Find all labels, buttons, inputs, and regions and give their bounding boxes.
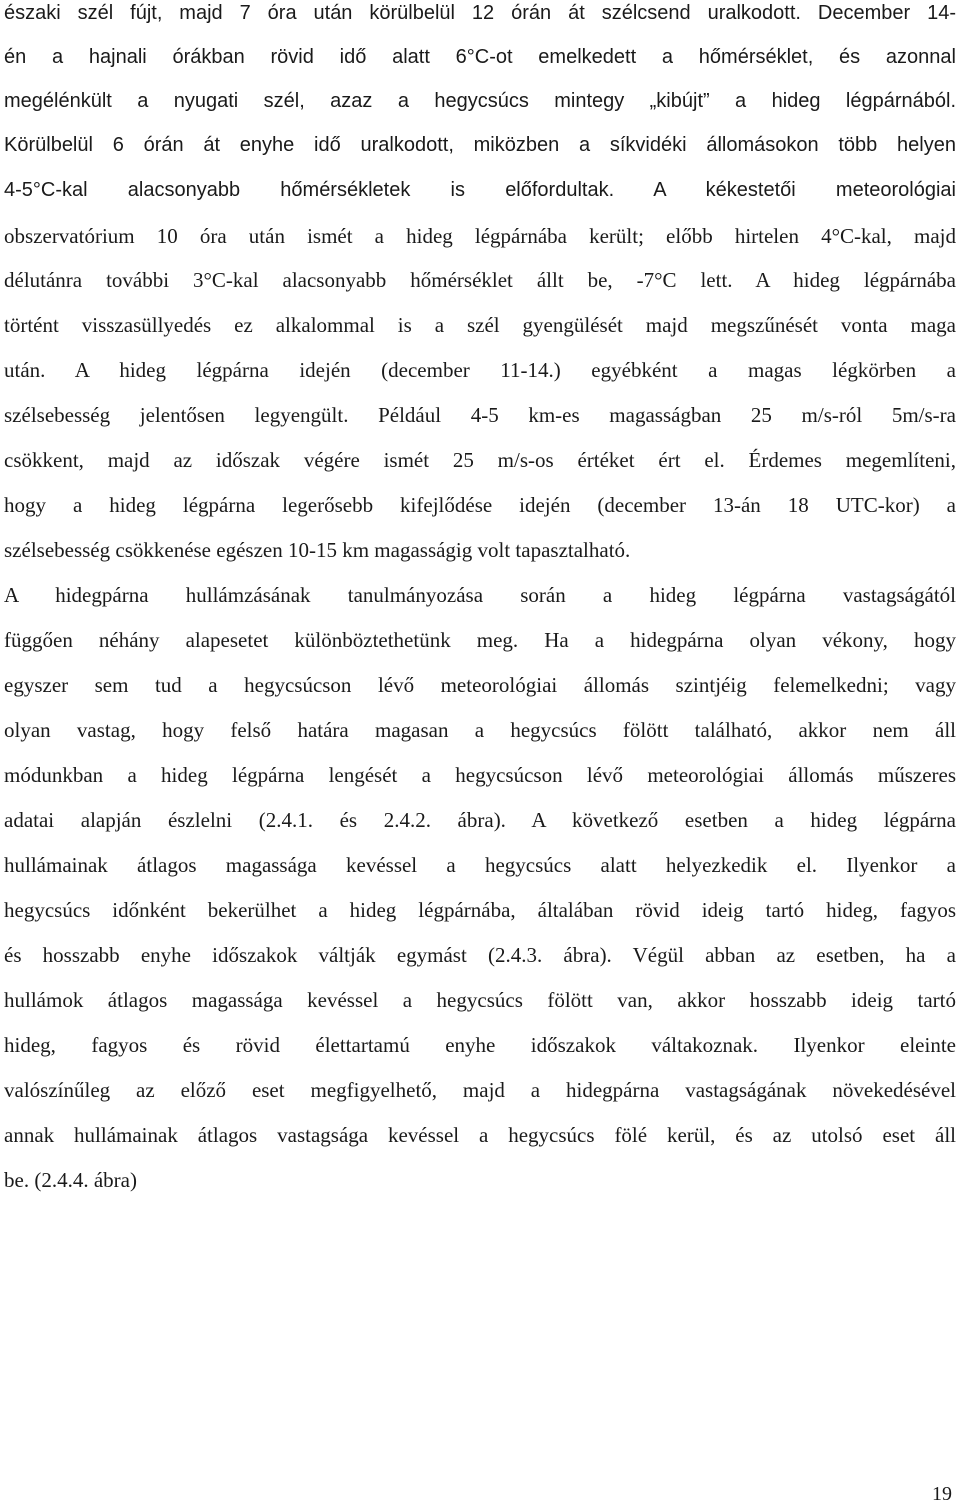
text-line: módunkban a hideg légpárna lengését a hegycsúcson lévő meteorológiai állomás műszeres [4, 763, 956, 787]
text-line: északi szél fújt, majd 7 óra után körülbelül 12 órán át szélcsend uralkodott. December 14- [4, 2, 956, 24]
text-line: hogy a hideg légpárna legerősebb kifejlődése idején (december 13-án 18 UTC-kor) a [4, 493, 956, 517]
text-line: egyszer sem tud a hegycsúcson lévő meteorológiai állomás szintjéig felemelkedni; vagy [4, 673, 956, 697]
text-line: annak hullámainak átlagos vastagsága kevéssel a hegycsúcs fölé kerül, és az utolsó eset áll [4, 1123, 956, 1147]
text-line: hullámok átlagos magassága kevéssel a hegycsúcs fölött van, akkor hosszabb ideig tartó [4, 988, 956, 1012]
text-line: hideg, fagyos és rövid élettartamú enyhe időszakok váltakoznak. Ilyenkor eleinte [4, 1033, 956, 1057]
text-line: Körülbelül 6 órán át enyhe idő uralkodott, miközben a síkvidéki állomásokon több helyen [4, 134, 956, 156]
text-line: 4-5°C-kal alacsonyabb hőmérsékletek is előfordultak. A kékestetői meteorológiai [4, 179, 956, 201]
text-line: én a hajnali órákban rövid idő alatt 6°C-ot emelkedett a hőmérséklet, és azonnal [4, 46, 956, 68]
text-line: csökkent, majd az időszak végére ismét 25 m/s-os értéket ért el. Érdemes megemlíteni, [4, 448, 956, 472]
text-line: olyan vastag, hogy felső határa magasan a hegycsúcs fölött található, akkor nem áll [4, 718, 956, 742]
text-line: obszervatórium 10 óra után ismét a hideg légpárnába került; előbb hirtelen 4°C-kal, majd [4, 224, 956, 248]
text-line: történt visszasüllyedés ez alkalommal is a szél gyengülését majd megszűnését vonta maga [4, 313, 956, 337]
text-line: szélsebesség csökkenése egészen 10-15 km magasságig volt tapasztalható. [4, 538, 631, 562]
text-line: hegycsúcs időnként bekerülhet a hideg légpárnába, általában rövid ideig tartó hideg, fagyos [4, 898, 956, 922]
text-line: A hidegpárna hullámzásának tanulmányozása során a hideg légpárna vastagságától [4, 583, 956, 607]
text-line: délutánra további 3°C-kal alacsonyabb hőmérséklet állt be, -7°C lett. A hideg légpárnába [4, 268, 956, 292]
text-line: be. (2.4.4. ábra) [4, 1168, 137, 1192]
text-line: függően néhány alapesetet különböztethetünk meg. Ha a hidegpárna olyan vékony, hogy [4, 628, 956, 652]
text-line: után. A hideg légpárna idején (december 11-14.) egyébként a magas légkörben a [4, 358, 956, 382]
text-line: hullámainak átlagos magassága kevéssel a hegycsúcs alatt helyezkedik el. Ilyenkor a [4, 853, 956, 877]
text-line: adatai alapján észlelni (2.4.1. és 2.4.2. ábra). A következő esetben a hideg légpárna [4, 808, 956, 832]
page-number: 19 [932, 1483, 952, 1505]
text-line: valószínűleg az előző eset megfigyelhető, majd a hidegpárna vastagságának növekedésével [4, 1078, 956, 1102]
text-line: szélsebesség jelentősen legyengült. Például 4-5 km-es magasságban 25 m/s-ról 5m/s-ra [4, 403, 956, 427]
text-line: és hosszabb enyhe időszakok váltják egymást (2.4.3. ábra). Végül abban az esetben, ha a [4, 943, 956, 967]
text-line: megélénkült a nyugati szél, azaz a hegycsúcs mintegy „kibújt” a hideg légpárnából. [4, 90, 956, 112]
